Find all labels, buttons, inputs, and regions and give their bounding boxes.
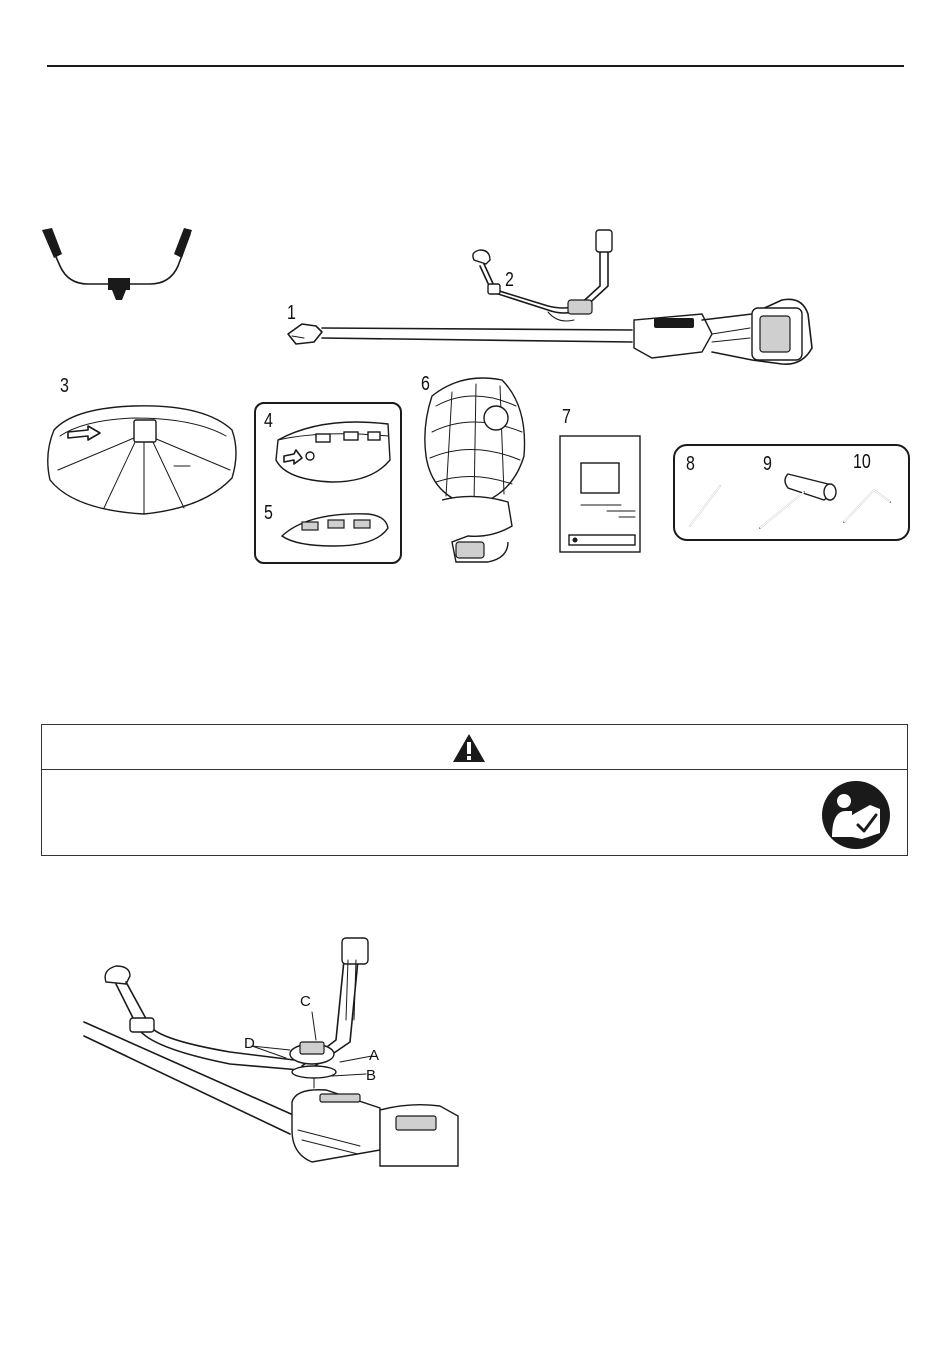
assembly-callout-d: D [244, 1035, 255, 1052]
part-label-2: 2 [505, 269, 514, 291]
bike-handle-illustration [38, 226, 198, 306]
socket-wrench-illustration [748, 462, 840, 534]
operator-manual-illustration [559, 435, 641, 553]
assembly-callout-a: A [369, 1047, 380, 1064]
guard-cover-illustration [272, 410, 394, 500]
header-rule [47, 65, 904, 67]
handlebar-illustration [468, 226, 628, 326]
guard-extension-illustration [278, 508, 390, 550]
pin-tool-illustration [684, 482, 726, 530]
handle-assembly-illustration [80, 930, 460, 1166]
part-label-9: 9 [763, 453, 772, 475]
warning-box [41, 724, 908, 856]
hex-key-illustration [838, 482, 898, 528]
assembly-callout-b: B [366, 1067, 377, 1084]
part-label-4: 4 [264, 410, 273, 432]
part-label-8: 8 [686, 453, 695, 475]
warning-triangle-icon [452, 733, 486, 763]
read-manual-icon [822, 781, 890, 849]
part-label-10: 10 [853, 451, 871, 473]
part-label-1: 1 [287, 302, 296, 324]
part-label-6: 6 [421, 373, 430, 395]
grass-guard-illustration [44, 400, 242, 520]
part-label-3: 3 [60, 375, 69, 397]
part-label-7: 7 [562, 406, 571, 428]
warning-header [42, 725, 907, 770]
assembly-callout-c: C [300, 993, 311, 1010]
part-label-5: 5 [264, 502, 273, 524]
harness-illustration [412, 366, 532, 564]
